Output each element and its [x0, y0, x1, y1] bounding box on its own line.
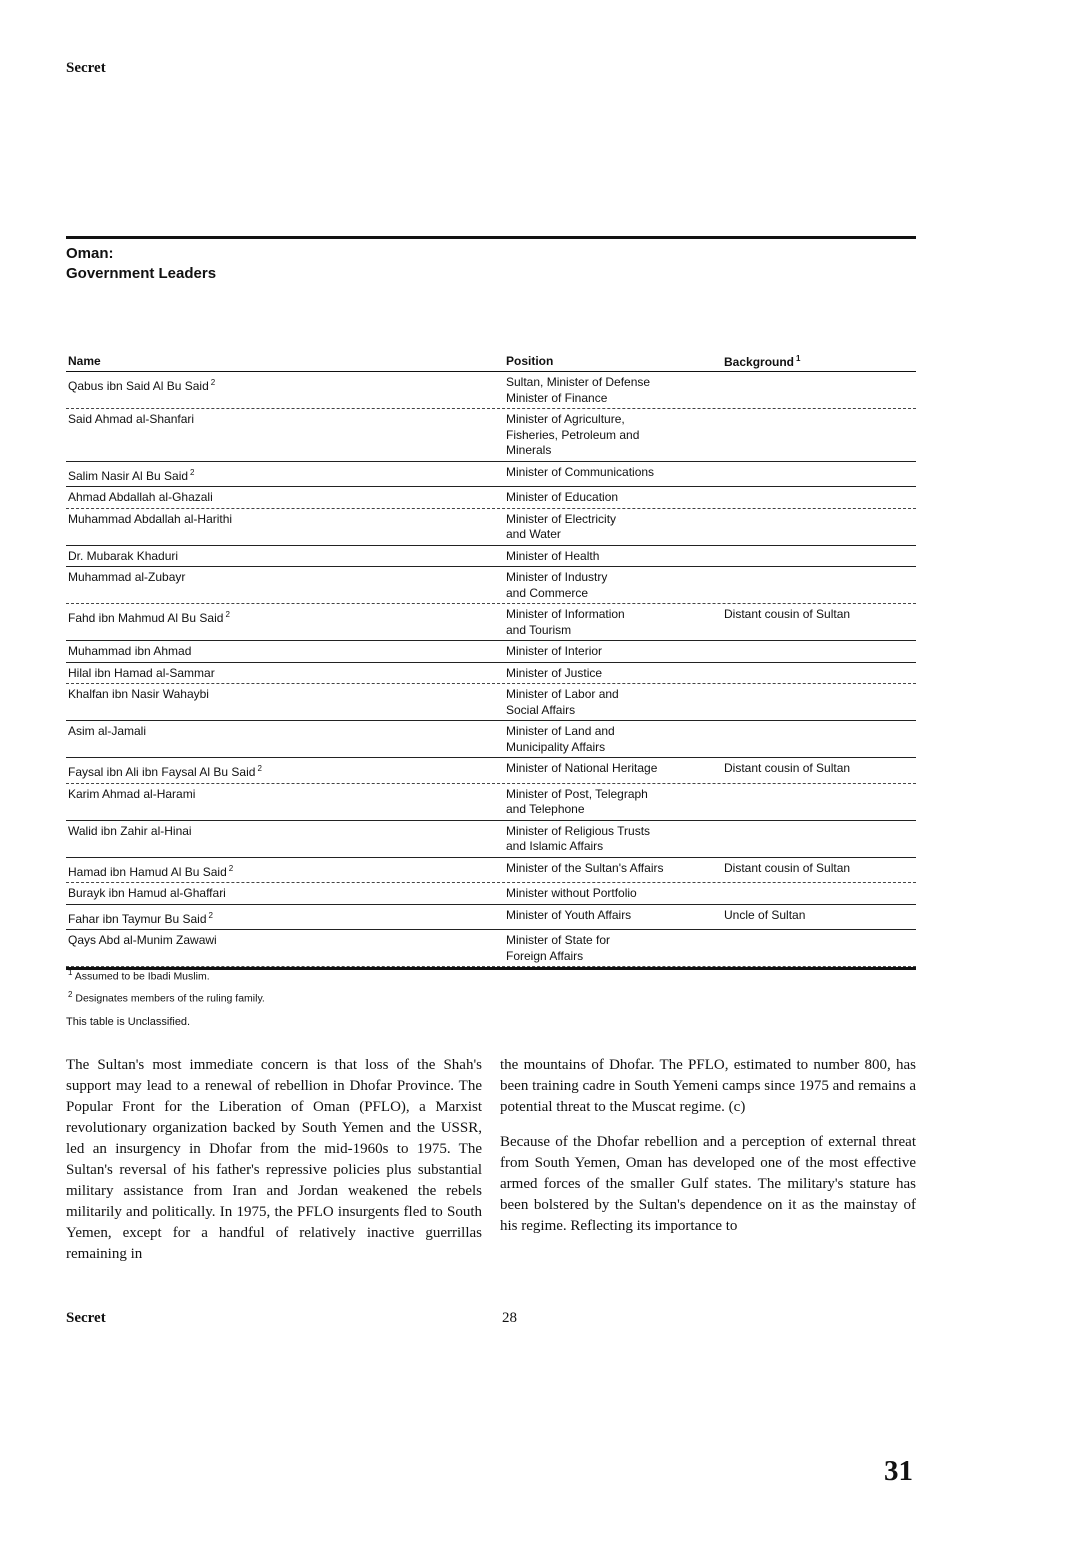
classification-header: Secret	[66, 60, 106, 76]
cell-background	[722, 666, 916, 682]
leader-name: Salim Nasir Al Bu Said	[68, 468, 189, 483]
footnote-marker: 2	[257, 764, 262, 773]
sheet-number: 31	[884, 1455, 913, 1487]
table-classification-note: This table is Unclassified.	[66, 1016, 191, 1028]
footnote-2-mark: 2	[68, 989, 73, 999]
cell-position: Minister of National Heritage	[506, 761, 658, 775]
cell-name	[66, 570, 504, 601]
table-row	[66, 663, 916, 685]
cell-name	[66, 412, 504, 459]
table-row	[66, 721, 916, 758]
body-paragraph: the mountains of Dhofar. The PFLO, estimated to number 800, has been training cadre in South Yemeni camps since 1975 and remains a potential threat to the Muscat regime. (c)	[500, 1057, 916, 1115]
cell-name	[66, 490, 504, 506]
leader-name: Qays Abd al-Munim Zawawi	[68, 933, 217, 947]
body-right-column	[500, 1055, 916, 1251]
cell-background	[722, 724, 916, 755]
table-header	[66, 354, 916, 372]
footnote-1-text: Assumed to be Ibadi Muslim.	[74, 970, 210, 983]
cell-background	[722, 644, 916, 660]
table-row	[66, 372, 916, 409]
table-body	[66, 372, 916, 967]
cell-position: Minister without Portfolio	[506, 886, 637, 900]
cell-position: Minister of Post, Telegraph and Telephone	[506, 786, 648, 816]
body-left-column	[66, 1055, 482, 1279]
leader-name: Dr. Mubarak Khaduri	[68, 548, 179, 563]
cell-background: Distant cousin of Sultan	[724, 761, 851, 775]
table-row	[66, 509, 916, 546]
table-row	[66, 758, 916, 784]
table-row	[66, 462, 916, 488]
table-row	[66, 821, 916, 858]
table-row	[66, 567, 916, 604]
leader-name: Faysal ibn Ali ibn Faysal Al Bu Said	[68, 765, 256, 779]
cell-background	[722, 490, 916, 506]
leader-name: Qabus ibn Said Al Bu Said	[68, 379, 209, 393]
leader-name: Khalfan ibn Nasir Wahaybi	[68, 687, 209, 701]
footnote-1	[66, 964, 265, 986]
table-row	[66, 684, 916, 721]
cell-background	[722, 512, 916, 543]
table-row	[66, 883, 916, 905]
body-paragraph: Because of the Dhofar rebellion and a perception of external threat from South Yemen, Oman has developed one of the most effective armed forces of the smaller Gulf states. The military's stature has been bolstered by the Sultan's dependence on it as the mainstay of his regime. Reflecting its importance to	[500, 1134, 916, 1234]
table-row	[66, 604, 916, 641]
cell-name	[66, 824, 504, 855]
header-background-label: Background	[724, 355, 795, 369]
classification-footer: Secret	[66, 1310, 106, 1326]
cell-background	[722, 375, 916, 406]
cell-position: Minister of Electricity and Water	[506, 511, 617, 541]
footnote-marker: 2	[190, 467, 195, 477]
footnote-marker: 2	[225, 610, 230, 619]
page-number: 28	[502, 1310, 517, 1326]
cell-background	[722, 549, 916, 565]
cell-position: Minister of State for Foreign Affairs	[506, 933, 611, 963]
footnote-2	[66, 986, 265, 1008]
cell-position: Minister of Religious Trusts and Islamic Affairs	[506, 823, 651, 853]
cell-position: Minister of Health	[506, 548, 600, 563]
title-line-2: Government Leaders	[66, 265, 217, 282]
leader-name: Burayk ibn Hamud al-Ghaffari	[68, 886, 226, 900]
table-row	[66, 858, 916, 884]
title-rule	[66, 236, 916, 239]
leader-name: Fahd ibn Mahmud Al Bu Said	[68, 611, 224, 625]
cell-background: Uncle of Sultan	[724, 907, 806, 922]
cell-position: Sultan, Minister of Defense Minister of Finance	[506, 375, 651, 405]
cell-name	[66, 724, 504, 755]
cell-name	[66, 465, 504, 485]
cell-position: Minister of Information and Tourism	[506, 607, 625, 637]
header-position: Position	[506, 354, 554, 368]
cell-background	[722, 570, 916, 601]
leader-name: Asim al-Jamali	[68, 724, 147, 738]
table-row	[66, 905, 916, 931]
footnote-1-mark: 1	[68, 968, 73, 977]
table-row	[66, 784, 916, 821]
cell-name	[66, 512, 504, 543]
leader-name: Muhammad ibn Ahmad	[68, 644, 192, 658]
leader-name: Hilal ibn Hamad al-Sammar	[68, 665, 215, 680]
leader-name: Ahmad Abdallah al-Ghazali	[68, 490, 213, 504]
table-row	[66, 409, 916, 462]
cell-position: Minister of Communications	[506, 464, 655, 479]
title-line-1: Oman:	[66, 245, 114, 262]
cell-name	[66, 375, 504, 406]
table-row	[66, 546, 916, 568]
cell-background	[722, 933, 916, 964]
cell-position: Minister of Labor and Social Affairs	[506, 687, 619, 717]
leaders-table	[66, 354, 916, 970]
cell-background	[722, 687, 916, 718]
cell-position: Minister of Industry and Commerce	[506, 570, 608, 600]
cell-position: Minister of Education	[506, 490, 619, 504]
page-title	[66, 244, 216, 284]
cell-position: Minister of Justice	[506, 665, 603, 680]
cell-background	[722, 787, 916, 818]
cell-background	[722, 412, 916, 459]
leader-name: Fahar ibn Taymur Bu Said	[68, 911, 207, 926]
cell-name	[66, 687, 504, 718]
cell-background	[722, 465, 916, 485]
cell-position: Minister of the Sultan's Affairs	[506, 860, 664, 875]
table-row	[66, 641, 916, 663]
header-background-footnote: 1	[796, 354, 801, 363]
header-name: Name	[68, 354, 101, 368]
leader-name: Hamad ibn Hamud Al Bu Said	[68, 864, 227, 879]
cell-name	[66, 787, 504, 818]
cell-position: Minister of Agriculture, Fisheries, Petroleum and Minerals	[506, 412, 640, 457]
leader-name: Walid ibn Zahir al-Hinai	[68, 823, 192, 838]
table-row	[66, 930, 916, 967]
cell-position: Minister of Youth Affairs	[506, 907, 632, 922]
footnote-2-text: Designates members of the ruling family.	[75, 992, 265, 1004]
footnote-marker: 2	[210, 378, 216, 387]
cell-name	[66, 761, 504, 781]
table-row	[66, 487, 916, 509]
body-paragraph: The Sultan's most immediate concern is that loss of the Shah's support may lead to a renewal of rebellion in Dhofar Province. The Popular Front for the Liberation of Oman (PFLO), a Marxist revolutionary organization backed by South Yemen and the USSR, led an insurgency in Dhofar from the mid-1960s to 1975. The Sultan's reversal of his father's repressive policies plus substantial military assistance from Iran and Jordan weakened the rebels militarily and politically. In 1975, the PFLO insurgents fled to South Yemen, except for a handful of relatively inactive guerrillas remaining in	[66, 1057, 482, 1262]
cell-background: Distant cousin of Sultan	[724, 860, 851, 875]
cell-name	[66, 549, 504, 565]
table-footnotes	[66, 964, 265, 1007]
footnote-marker: 2	[208, 910, 213, 920]
leader-name: Muhammad al-Zubayr	[68, 570, 186, 584]
cell-background: Distant cousin of Sultan	[724, 607, 851, 621]
cell-name	[66, 933, 504, 964]
cell-name	[66, 886, 504, 902]
cell-background	[722, 886, 916, 902]
cell-position: Minister of Interior	[506, 644, 603, 658]
cell-name	[66, 861, 504, 881]
cell-name	[66, 644, 504, 660]
cell-name	[66, 908, 504, 928]
leader-name: Karim Ahmad al-Harami	[68, 786, 196, 801]
cell-name	[66, 607, 504, 638]
cell-background	[722, 824, 916, 855]
header-background	[722, 354, 916, 371]
leader-name: Muhammad Abdallah al-Harithi	[68, 511, 233, 526]
leader-name: Said Ahmad al-Shanfari	[68, 412, 195, 426]
cell-position: Minister of Land and Municipality Affairs	[506, 724, 615, 754]
footnote-marker: 2	[228, 863, 234, 873]
cell-name	[66, 666, 504, 682]
